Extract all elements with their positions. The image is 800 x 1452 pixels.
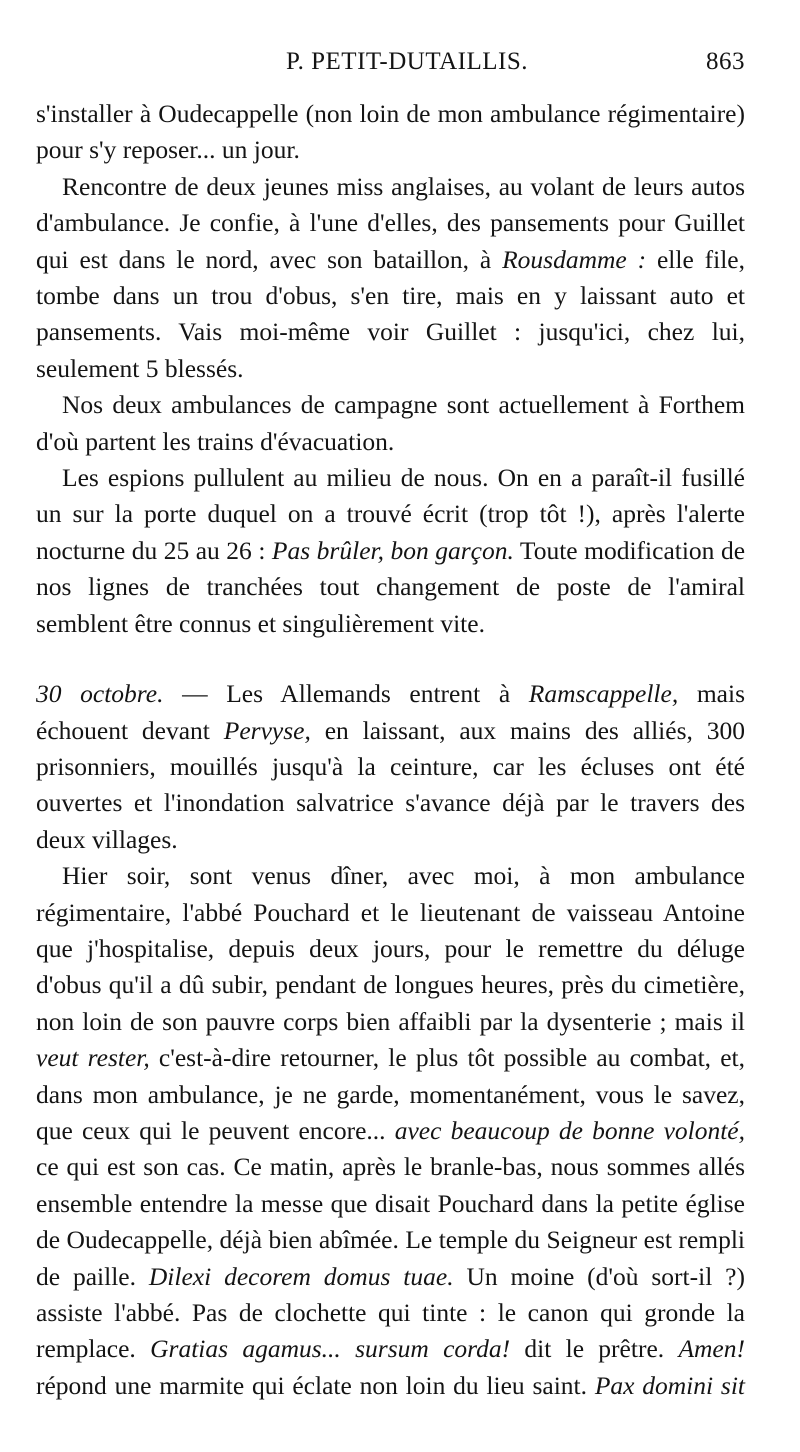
paragraph [36,96,745,169]
text-run: ce qui est son cas. Ce matin, après le branle-bas, nous sommes allés ensemble entendre la messe que disait Pouchard dans la petite église de Oudecappelle, déjà bien abîmée. Le temple du Seigneur est rempli de paille. [36,1152,745,1291]
paragraph [36,676,745,858]
text-run: c'est-à-dire retourner, le plus tôt possible au combat, et, dans mon ambulance, je ne garde, momentanément, vous le savez, que ceux qui le peuvent encore... [36,1043,745,1145]
italic-run: Rousdamme : [502,244,647,274]
text-run: s'installer à Oudecappelle (non loin de mon ambulance régimentaire) pour s'y reposer... un jour. [36,99,745,165]
paragraph [36,387,745,460]
text-run: Les espions pullulent au milieu de nous. On en a paraît-il fusillé un sur la porte duquel on a trouvé écrit (trop tôt !), après l'alerte nocturne du 25 au 26 : [36,463,745,565]
text-run: Hier soir, sont venus dîner, avec moi, à mon ambulance régimentaire, l'abbé Pouchard et le lieutenant de vaisseau Antoine que j'hospitalise, depuis deux jours, pour le remettre du déluge d'obus qu'il a dû subir, pendant de longues heures, près du cimetière, non loin de son pauvre corps bien affaibli par la dysenterie ; mais il [36,861,745,1036]
text-run: Rencontre de deux jeunes miss anglaises, au volant de leurs autos d'ambulance. Je confie, à l'une d'elles, des pansements pour Guillet qui est dans le nord, avec son bataillon, à [36,171,745,274]
text-run: Toute modification de nos lignes de tranchées tout changement de poste de l'amiral semblent être connus et singulièrement vite. [36,535,746,638]
text-run: Nos deux ambulances de campagne sont actuellement à Forthem d'où partent les trains d'évacuation. [36,390,745,456]
italic-run: Pax domini sit [594,1370,745,1400]
paragraph [36,460,745,642]
italic-run: Dilexi decorem domus tuae. [148,1261,454,1291]
text-run: — Les Allemands entrent à [163,679,529,709]
italic-run: avec beaucoup de bonne volonté, [394,1115,745,1145]
text-run: dit le prêtre. [510,1334,679,1364]
running-title: P. PETIT-DUTAILLIS. [286,48,528,75]
italic-run: Pervyse, [223,715,311,745]
text-run: répond une marmite qui éclate non loin du lieu saint. [36,1370,595,1400]
italic-run: Pas brûler, bon garçon. [271,535,514,565]
paragraph [36,858,745,1404]
italic-run: Amen! [678,1334,745,1364]
text-run: Un moine (d'où sort-il ?) assiste l'abbé. Pas de clochette qui tinte : le canon qui gronde la remplace. [36,1261,745,1364]
italic-run: Ramscappelle, [528,679,679,709]
page-body [36,96,745,1404]
text-run: en laissant, aux mains des alliés, 300 prisonniers, mouillés jusqu'à la ceinture, car les écluses ont été ouvertes et l'inondation salvatrice s'avance déjà par le travers des deux villages. [36,715,745,854]
italic-run: veut rester, [36,1043,150,1073]
italic-run: Gratias agamus... sursum corda! [150,1334,511,1364]
text-run: mais échouent devant [36,679,745,745]
page-number: 863 [706,48,745,75]
running-header [36,48,745,88]
italic-run: 30 octobre. [36,679,164,709]
text-run: elle file, tombe dans un trou d'obus, s'en tire, mais en y laissant auto et pansements. Vais moi-même voir Guillet : jusqu'ici, chez lui, seulement 5 blessés. [36,244,745,383]
paragraph [36,169,745,387]
